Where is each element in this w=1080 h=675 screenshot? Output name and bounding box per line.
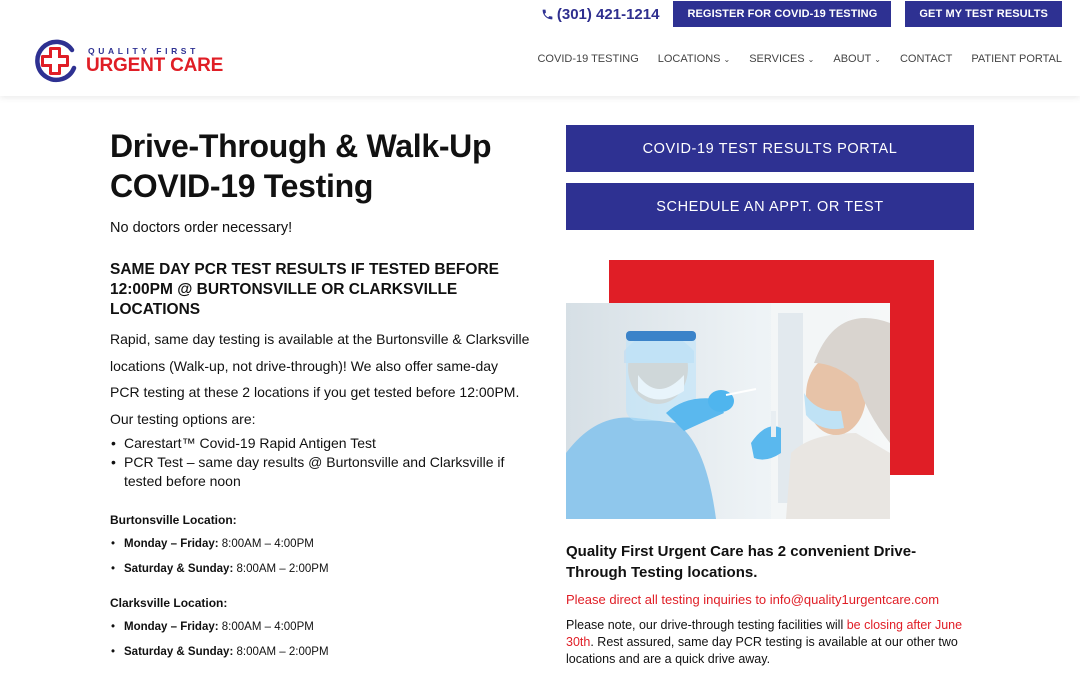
burtonsville-location [110,513,530,582]
top-bar [541,0,1062,28]
nav-locations[interactable] [658,53,730,65]
nav-contact[interactable] [900,53,952,65]
chevron-down-icon: ⌄ [807,54,815,64]
medical-cross-logo-icon [32,38,78,84]
chevron-down-icon: ⌄ [874,54,881,64]
logo-wordmark: URGENT CARE [86,55,224,76]
phone-link[interactable] [541,6,660,23]
hours-time: 8:00AM – 2:00PM [236,563,329,575]
nav-label: COVID-19 TESTING [537,53,639,65]
testing-options-list [110,434,530,491]
hours-days: Monday – Friday: [124,538,219,550]
nav-label: ABOUT [833,53,872,65]
hours-days: Saturday & Sunday: [124,563,234,575]
schedule-appointment-button[interactable]: SCHEDULE AN APPT. OR TEST [566,183,974,230]
hours-list [110,532,530,582]
main-nav [518,53,1062,65]
nav-covid-testing[interactable] [537,53,638,65]
location-title: Burtonsville Location: [110,513,237,527]
site-header [0,0,1080,96]
clarksville-location [110,596,530,665]
hours-time: 8:00AM – 2:00PM [236,646,329,658]
covid-swab-test-illustration [566,303,890,519]
nav-label: CONTACT [899,53,953,65]
get-results-button[interactable]: GET MY TEST RESULTS [905,1,1062,27]
list-item [110,615,530,640]
site-logo[interactable] [32,38,223,84]
page-title-line2: COVID-19 Testing [110,168,374,204]
list-item [110,640,530,665]
hours-days: Monday – Friday: [124,621,219,633]
intro-paragraph: Rapid, same day testing is available at the Burtonsville & Clarksville locations (Walk-up, not drive-through)! We also offer same-day PCR testing at these 2 locations if you get tested before 12:00PM. Our testing options are: [110,331,530,427]
nav-label: LOCATIONS [657,53,721,65]
hours-list [110,615,530,665]
hours-time: 8:00AM – 4:00PM [221,538,314,550]
logo-tagline: QUALITY FIRST [88,46,199,56]
main-content [110,126,530,665]
list-item [110,557,530,582]
hours-days: Saturday & Sunday: [124,646,234,658]
test-results-portal-button[interactable]: COVID-19 TEST RESULTS PORTAL [566,125,974,172]
locations-heading: Quality First Urgent Care has 2 convenient Drive-Through Testing locations. [566,543,917,581]
page-title [110,126,530,206]
chevron-down-icon: ⌄ [723,54,731,64]
nav-label: SERVICES [749,53,805,65]
list-item [110,532,530,557]
pcr-heading: SAME DAY PCR TEST RESULTS IF TESTED BEFORE 12:00PM @ BURTONSVILLE OR CLARKSVILLE LOCATIONS [110,261,499,318]
location-title: Clarksville Location: [110,596,228,610]
list-item: • PCR Test – same day results @ Burtonsville and Clarksville if tested before noon [110,453,530,491]
nav-about[interactable] [833,53,881,65]
nav-label: PATIENT PORTAL [971,53,1062,65]
closing-date-highlight: be closing after June 30th [566,618,963,649]
note-text: . Rest assured, same day PCR testing is available at our other two locations and are a quick drive away. [566,635,958,666]
page-subtitle: No doctors order necessary! [110,220,293,236]
logo-text [86,46,223,76]
nav-patient-portal[interactable] [971,53,1062,65]
hours-time: 8:00AM – 4:00PM [221,621,314,633]
phone-number: (301) 421-1214 [556,5,660,23]
register-testing-button[interactable]: REGISTER FOR COVID-19 TESTING [673,1,891,27]
note-text: Please note, our drive-through testing facilities will [566,618,847,632]
closing-note [566,617,976,668]
list-item: • Carestart™ Covid-19 Rapid Antigen Test [110,434,530,453]
locations-info [566,541,976,668]
page-title-line1: Drive-Through & Walk-Up [110,128,492,164]
nav-services[interactable] [749,53,814,65]
testing-photo [566,303,890,519]
phone-icon [541,8,554,21]
inquiries-email-link[interactable]: Please direct all testing inquiries to info@quality1urgentcare.com [566,592,940,607]
